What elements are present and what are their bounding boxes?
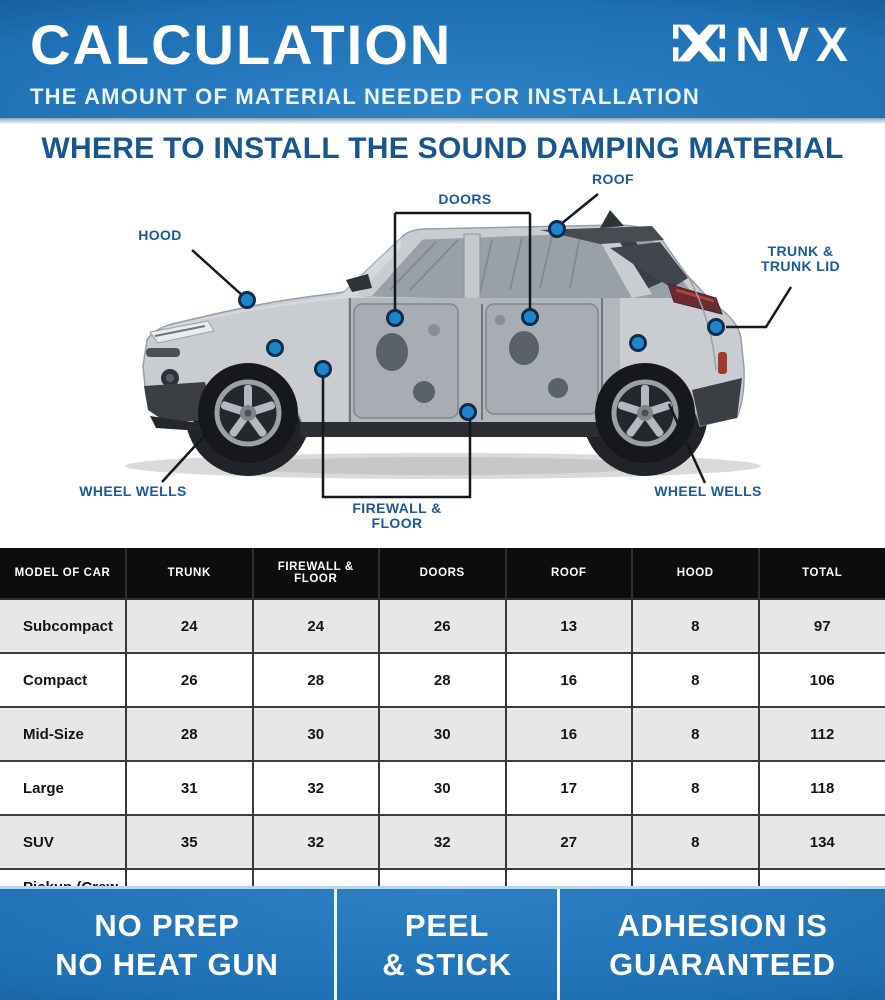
page-title: CALCULATION [30, 13, 453, 76]
trunk-label-line1: TRUNK & [767, 243, 834, 259]
table-cell: 106 [759, 653, 885, 707]
column-header-total: TOTAL [759, 548, 885, 599]
column-header-roof: ROOF [506, 548, 633, 599]
footer-panel-line2: NO HEAT GUN [55, 946, 279, 982]
table-cell: 8 [632, 815, 759, 869]
table-cell: 31 [126, 761, 253, 815]
materials-table [0, 548, 885, 924]
nvx-monogram-icon [673, 21, 725, 70]
table-cell: 16 [506, 653, 633, 707]
table-cell: 97 [759, 599, 885, 653]
section-title: WHERE TO INSTALL THE SOUND DAMPING MATERIAL [41, 132, 844, 165]
table-cell: 17 [506, 761, 633, 815]
wheel-wells-left-label: WHEEL WELLS [79, 483, 187, 499]
table-cell: 30 [253, 707, 380, 761]
header-divider [0, 118, 885, 124]
table-cell: 32 [253, 761, 380, 815]
footer-panel-line1: ADHESION IS [617, 907, 828, 943]
footer-banner [0, 886, 885, 1000]
trunk-marker-dot [709, 320, 724, 335]
table-header-row [0, 548, 885, 599]
table-cell: 8 [632, 599, 759, 653]
materials-table-section [0, 548, 885, 924]
column-header-hood: HOOD [632, 548, 759, 599]
table-cell: 8 [632, 707, 759, 761]
hood-marker-dot [240, 293, 255, 308]
footer-panel-line2: & STICK [382, 946, 512, 982]
hood-label: HOOD [138, 227, 182, 243]
footer-panel-line1: NO PREP [94, 907, 240, 943]
car-diagram [0, 170, 885, 542]
table-cell: 35 [126, 815, 253, 869]
footer-panel-no-prep [0, 889, 334, 1000]
header-banner [0, 0, 885, 118]
table-cell: 118 [759, 761, 885, 815]
table-cell: 28 [126, 707, 253, 761]
column-header-model: MODEL OF CAR [0, 548, 126, 599]
model-cell: Compact [0, 653, 126, 707]
table-cell: 24 [253, 599, 380, 653]
brand-name: NVX [735, 18, 855, 72]
roof-connector-line [561, 194, 598, 224]
table-row [0, 815, 885, 869]
roof-label: ROOF [591, 171, 635, 187]
front-door-marker-dot [388, 311, 403, 326]
table-row [0, 599, 885, 653]
table-row [0, 761, 885, 815]
rear-door-marker-dot [523, 310, 538, 325]
floor-marker-dot [461, 405, 476, 420]
trunk-connector-line [726, 287, 791, 327]
table-cell: 8 [632, 653, 759, 707]
wheel-wells-right-label: WHEEL WELLS [654, 483, 762, 499]
table-cell: 112 [759, 707, 885, 761]
footer-panel-line2: GUARANTEED [609, 946, 836, 982]
firewall-label-line2: FLOOR [371, 515, 423, 531]
table-cell: 24 [126, 599, 253, 653]
column-header-trunk: TRUNK [126, 548, 253, 599]
table-cell: 30 [379, 707, 506, 761]
table-row [0, 653, 885, 707]
table-cell: 13 [506, 599, 633, 653]
firewall-marker-dot [316, 362, 331, 377]
table-cell: 16 [506, 707, 633, 761]
roof-marker-dot [550, 222, 565, 237]
column-header-firewall-floor: FIREWALL & FLOOR [253, 548, 380, 599]
column-header-doors: DOORS [379, 548, 506, 599]
model-cell: Mid-Size [0, 707, 126, 761]
car-cutaway-illustration [125, 210, 761, 479]
footer-panel-line1: PEEL [404, 907, 490, 943]
trunk-label-line2: TRUNK LID [760, 258, 841, 274]
front-wheel-well-marker-dot [268, 341, 283, 356]
footer-panel-adhesion [557, 889, 885, 1000]
table-cell: 8 [632, 761, 759, 815]
model-cell: Subcompact [0, 599, 126, 653]
firewall-label-line1: FIREWALL & [352, 500, 442, 516]
table-cell: 134 [759, 815, 885, 869]
table-cell: 32 [253, 815, 380, 869]
table-row [0, 707, 885, 761]
table-cell: 28 [379, 653, 506, 707]
table-cell: 27 [506, 815, 633, 869]
table-cell: 26 [126, 653, 253, 707]
model-cell: SUV [0, 815, 126, 869]
brand-logo [673, 18, 855, 73]
rear-wheel-well-marker-dot [631, 336, 646, 351]
hood-connector-line [192, 250, 243, 296]
trunk-label [738, 244, 863, 274]
footer-panel-peel-stick [334, 889, 557, 1000]
table-cell: 26 [379, 599, 506, 653]
doors-label: DOORS [438, 191, 492, 207]
firewall-floor-label [317, 501, 477, 531]
header-subtitle: THE AMOUNT OF MATERIAL NEEDED FOR INSTALLATION [30, 84, 700, 109]
table-cell: 32 [379, 815, 506, 869]
model-cell: Large [0, 761, 126, 815]
table-cell: 28 [253, 653, 380, 707]
table-cell: 30 [379, 761, 506, 815]
